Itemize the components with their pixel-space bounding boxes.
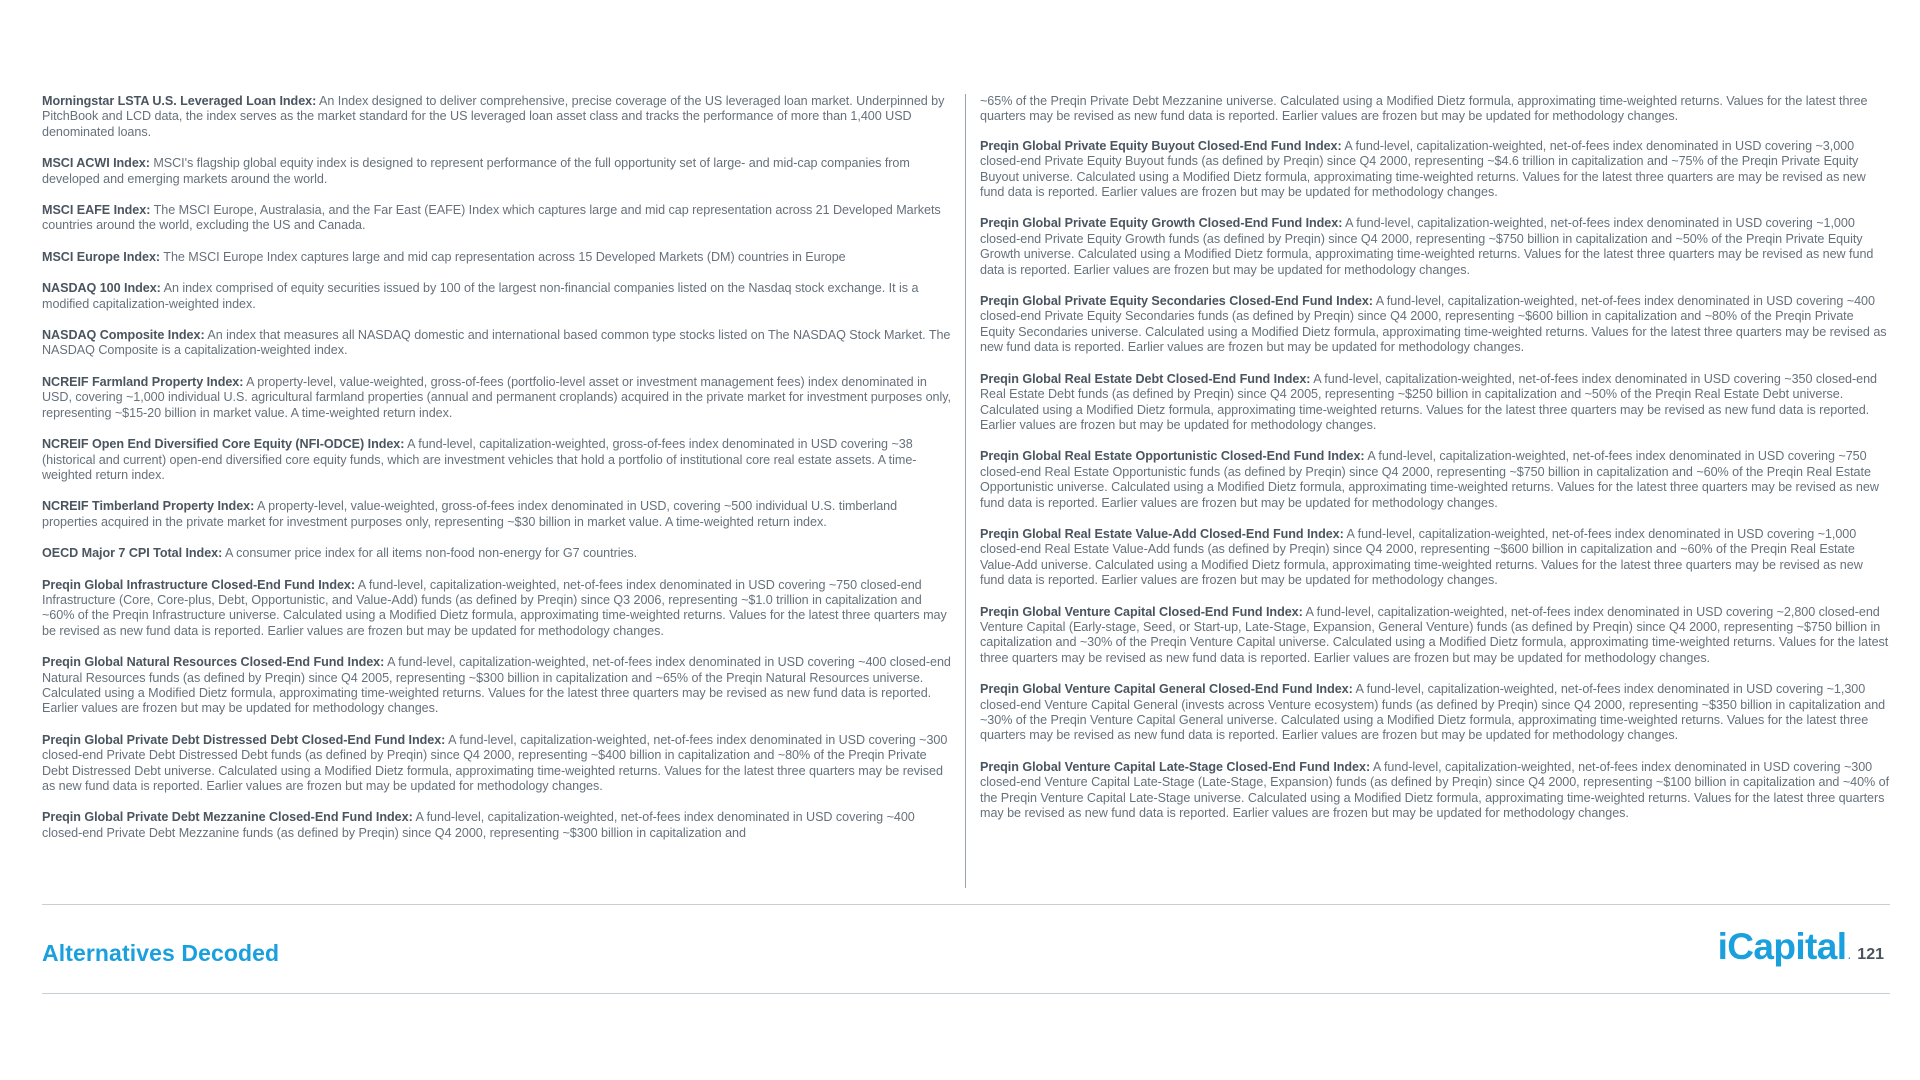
glossary-entry bbox=[42, 546, 952, 561]
glossary-entry bbox=[980, 372, 1890, 434]
glossary-entry bbox=[42, 375, 952, 421]
glossary-entry bbox=[42, 578, 952, 640]
glossary-definition: An index comprised of equity securities issued by 100 of the largest non-financial companies listed on the Nasdaq stock exchange. It is a modified capitalization-weighted index. bbox=[42, 281, 919, 311]
glossary-term: OECD Major 7 CPI Total Index: bbox=[42, 546, 223, 561]
glossary-term: NCREIF Timberland Property Index: bbox=[42, 499, 255, 514]
glossary-definition: An index that measures all NASDAQ domestic and international based common type stocks listed on The NASDAQ Stock Market. The NASDAQ Composite is a capitalization-weighted index. bbox=[42, 328, 951, 358]
page-number: 121 bbox=[1857, 946, 1884, 963]
glossary-entry bbox=[980, 760, 1890, 822]
glossary-entry bbox=[42, 655, 952, 717]
glossary-term: Preqin Global Venture Capital General Closed-End Fund Index: bbox=[980, 682, 1353, 697]
footer-title: Alternatives Decoded bbox=[42, 940, 280, 966]
logo-mark: . bbox=[1847, 946, 1852, 962]
glossary-entry bbox=[42, 94, 952, 140]
glossary-term: MSCI EAFE Index: bbox=[42, 203, 151, 218]
glossary-term: MSCI ACWI Index: bbox=[42, 156, 150, 171]
glossary-entry bbox=[42, 250, 952, 265]
glossary-definition: A fund-level, capitalization-weighted, net-of-fees index denominated in USD covering ~1,000 closed-end Private Equity Growth funds (as defined by Preqin) since Q4 2000, representing ~$750 billion in capitalization and ~50% of the Preqin Private Equity Growth universe. Calculated using a Modified Dietz formula, approximating time-weighted returns. Values for the latest three quarters may be revised as new fund data is reported. Earlier values are frozen but may be updated for methodology changes. bbox=[980, 216, 1874, 277]
glossary-term: NCREIF Farmland Property Index: bbox=[42, 374, 244, 389]
glossary-definition: A fund-level, capitalization-weighted, net-of-fees index denominated in USD covering ~400 closed-end Private Debt Mezzanine funds (as defined by Preqin) since Q4 2000, representing ~$300 billion in capitalization and bbox=[42, 810, 915, 840]
glossary-term: Preqin Global Infrastructure Closed-End Fund Index: bbox=[42, 577, 356, 592]
glossary-definition: An Index designed to deliver comprehensive, precise coverage of the US leveraged loan market. Underpinned by PitchBook and LCD data, the index serves as the market standard for the US leveraged loan asset class and tracks the performance of more than 1,400 USD denominated loans. bbox=[42, 94, 945, 139]
glossary-entry bbox=[42, 281, 952, 312]
icapital-logo: iCapital bbox=[1717, 926, 1847, 967]
glossary-definition: A fund-level, capitalization-weighted, net-of-fees index denominated in USD covering ~400 closed-end Private Equity Secondaries funds (as defined by Preqin) since Q4 2000, representing ~$600 billion in capitalization and ~80% of the Preqin Private Equity Secondaries universe. Calculated using a Modified Dietz formula, approximating time-weighted returns. Values for the latest three quarters may be revised as new fund data is reported. Earlier values are frozen but may be updated for methodology changes. bbox=[980, 294, 1887, 355]
glossary-entry bbox=[42, 156, 952, 187]
glossary-entry bbox=[980, 294, 1890, 356]
glossary-definition: A fund-level, capitalization-weighted, net-of-fees index denominated in USD covering ~300 closed-end Private Debt Distressed Debt funds (as defined by Preqin) since Q4 2000, representing ~$400 billion in capitalization and ~80% of the Preqin Private Debt Distressed Debt universe. Calculated using a Modified Dietz formula, approximating time-weighted returns. Values for the latest three quarters may be revised as new fund data is reported. Earlier values are frozen but may be updated for methodology changes. bbox=[42, 732, 948, 793]
continuation-definition: ~65% of the Preqin Private Debt Mezzanine universe. Calculated using a Modified Dietz formula, approximating time-weighted returns. Values for the latest three quarters may be revised as new fund data is reported. Earlier values are frozen but may be updated for methodology changes. bbox=[980, 94, 1868, 124]
glossary-definition: A fund-level, capitalization-weighted, gross-of-fees index denominated in USD covering ~38 (historical and current) open-end diversified core equity funds, which are investment vehicles that hold a portfolio of institutional core real estate assets. A time-weighted return index. bbox=[42, 437, 917, 482]
footer-top-rule bbox=[42, 904, 1890, 905]
glossary-entry bbox=[42, 328, 952, 359]
glossary-entry bbox=[980, 139, 1890, 201]
glossary-entry bbox=[980, 449, 1890, 511]
glossary-continuation-text bbox=[980, 94, 1890, 125]
glossary-definition: A fund-level, capitalization-weighted, net-of-fees index denominated in USD covering ~2,800 closed-end Venture Capital (Early-stage, Seed, or Start-up, Late-Stage, Expansion, General Venture) funds (as defined by Preqin) since Q4 2000, representing ~$750 billion in capitalization and ~30% of the Preqin Venture Capital universe. Calculated using a Modified Dietz formula, approximating time-weighted returns. Values for the latest three quarters may be revised as new fund data is reported. Earlier values are frozen but may be updated for methodology changes. bbox=[980, 604, 1889, 665]
glossary-term: Preqin Global Natural Resources Closed-End Fund Index: bbox=[42, 655, 385, 670]
glossary-term: Preqin Global Venture Capital Closed-End Fund Index: bbox=[980, 604, 1303, 619]
glossary-definition: A property-level, value-weighted, gross-of-fees (portfolio-level asset or investment management fees) index denominated in USD, covering ~1,000 individual U.S. agricultural farmland properties (annual and permanent croplands) acquired in the private market for investment purposes only, representing ~$15-20 billion in market value. A time-weighted return index. bbox=[42, 374, 951, 420]
glossary-term: Preqin Global Private Debt Mezzanine Closed-End Fund Index: bbox=[42, 810, 413, 825]
glossary-term: Preqin Global Real Estate Debt Closed-End Fund Index: bbox=[980, 371, 1311, 386]
glossary-definition: A fund-level, capitalization-weighted, net-of-fees index denominated in USD covering ~350 closed-end Real Estate Debt funds (as defined by Preqin) since Q4 2005, representing ~$250 billion in capitalization and ~50% of the Preqin Real Estate Debt universe. Calculated using a Modified Dietz formula, approximating time-weighted returns. Values for the latest three quarters may be revised as new fund data is reported. Earlier values are frozen but may be updated for methodology changes. bbox=[980, 371, 1878, 432]
footer-bottom-rule bbox=[42, 993, 1890, 994]
glossary-term: Preqin Global Private Equity Secondaries Closed-End Fund Index: bbox=[980, 294, 1373, 309]
glossary-entry bbox=[42, 810, 952, 841]
column-divider bbox=[965, 94, 966, 888]
glossary-definition: A fund-level, capitalization-weighted, net-of-fees index denominated in USD covering ~750 closed-end Infrastructure (Core, Core-plus, Debt, Opportunistic, and Value-Add) funds (as defined by Preqin) since Q3 2006, representing ~$1.0 trillion in capitalization and ~60% of the Preqin Infrastructure universe. Calculated using a Modified Dietz formula, approximating time-weighted returns. Values for the latest three quarters may be revised as new fund data is reported. Earlier values are frozen but may be updated for methodology changes. bbox=[42, 577, 947, 638]
glossary-term: NASDAQ Composite Index: bbox=[42, 328, 205, 343]
glossary-right-column bbox=[980, 94, 1890, 837]
glossary-term: Preqin Global Private Debt Distressed Debt Closed-End Fund Index: bbox=[42, 732, 446, 747]
glossary-term: Preqin Global Private Equity Buyout Closed-End Fund Index: bbox=[980, 138, 1342, 153]
glossary-definition: A property-level, value-weighted, gross-of-fees index denominated in USD, covering ~500 individual U.S. timberland properties acquired in the private market for investment purposes only, representing ~$30 billion in market value. A time-weighted return index. bbox=[42, 499, 898, 529]
glossary-entry bbox=[980, 527, 1890, 589]
glossary-term: Preqin Global Real Estate Opportunistic Closed-End Fund Index: bbox=[980, 449, 1365, 464]
glossary-term: NCREIF Open End Diversified Core Equity (NFI-ODCE) Index: bbox=[42, 437, 405, 452]
glossary-entry bbox=[42, 733, 952, 795]
glossary-definition: A fund-level, capitalization-weighted, net-of-fees index denominated in USD covering ~3,000 closed-end Private Equity Buyout funds (as defined by Preqin) since Q4 2000, representing ~$4.6 trillion in capitalization and ~75% of the Preqin Private Equity Buyout universe. Calculated using a Modified Dietz formula, approximating time-weighted returns. Values for the latest three quarters are may be revised as new fund data is reported. Earlier values are frozen but may be updated for methodology changes. bbox=[980, 138, 1866, 200]
glossary-definition: A fund-level, capitalization-weighted, net-of-fees index denominated in USD covering ~750 closed-end Real Estate Opportunistic funds (as defined by Preqin) since Q4 2000, representing ~$750 billion in capitalization and ~60% of the Preqin Real Estate Opportunistic universe. Calculated using a Modified Dietz formula, approximating time-weighted returns. Values for the latest three quarters may be revised as new fund data is reported. Earlier values are frozen but may be updated for methodology changes. bbox=[980, 449, 1879, 510]
glossary-definition: The MSCI Europe Index captures large and mid cap representation across 15 Developed Markets (DM) countries in Europe bbox=[163, 249, 846, 264]
glossary-term: Preqin Global Private Equity Growth Closed-End Fund Index: bbox=[980, 216, 1343, 231]
glossary-definition: The MSCI Europe, Australasia, and the Far East (EAFE) Index which captures large and mid cap representation across 21 Developed Markets countries around the world, excluding the US and Canada. bbox=[42, 203, 941, 233]
glossary-left-column bbox=[42, 94, 952, 857]
glossary-term: Preqin Global Real Estate Value-Add Closed-End Fund Index: bbox=[980, 526, 1344, 541]
glossary-entry bbox=[980, 216, 1890, 278]
glossary-term: Morningstar LSTA U.S. Leveraged Loan Index: bbox=[42, 94, 317, 108]
glossary-entry bbox=[980, 605, 1890, 667]
glossary-definition: MSCI's flagship global equity index is designed to represent performance of the full opportunity set of large- and mid-cap companies from developed and emerging markets around the world. bbox=[42, 156, 910, 186]
glossary-entry bbox=[980, 682, 1890, 744]
glossary-definition: A consumer price index for all items non-food non-energy for G7 countries. bbox=[225, 546, 638, 561]
brand-block bbox=[1718, 926, 1884, 968]
glossary-term: NASDAQ 100 Index: bbox=[42, 281, 161, 296]
glossary-definition: A fund-level, capitalization-weighted, net-of-fees index denominated in USD covering ~300 closed-end Venture Capital Late-Stage (Late-Stage, Expansion) funds (as defined by Preqin) since Q4 2000, representing ~$100 billion in capitalization and ~40% of the Preqin Venture Capital Late-Stage universe. Calculated using a Modified Dietz formula, approximating time-weighted returns. Values for the latest three quarters may be revised as new fund data is reported. Earlier values are frozen but may be updated for methodology changes. bbox=[980, 759, 1890, 821]
glossary-definition: A fund-level, capitalization-weighted, net-of-fees index denominated in USD covering ~1,000 closed-end Real Estate Value-Add funds (as defined by Preqin) since Q4 2000, representing ~$600 billion in capitalization and ~60% of the Preqin Real Estate Value-Add universe. Calculated using a Modified Dietz formula, approximating time-weighted returns. Values for the latest three quarters may be revised as new fund data is reported. Earlier values are frozen but may be updated for methodology changes. bbox=[980, 526, 1863, 588]
glossary-definition: A fund-level, capitalization-weighted, net-of-fees index denominated in USD covering ~1,300 closed-end Venture Capital General (invests across Venture ecosystem) funds (as defined by Preqin) since Q4 2000, representing ~$350 billion in capitalization and ~30% of the Preqin Venture Capital General universe. Calculated using a Modified Dietz formula, approximating time-weighted returns. Values for the latest three quarters may be revised as new fund data is reported. Earlier values are frozen but may be updated for methodology changes. bbox=[980, 682, 1886, 743]
glossary-entry bbox=[42, 437, 952, 483]
glossary-entry bbox=[42, 499, 952, 530]
glossary-entry bbox=[42, 203, 952, 234]
glossary-term: MSCI Europe Index: bbox=[42, 249, 161, 264]
glossary-definition: A fund-level, capitalization-weighted, net-of-fees index denominated in USD covering ~400 closed-end Natural Resources funds (as defined by Preqin) since Q4 2005, representing ~$300 billion in capitalization and ~65% of the Preqin Natural Resources universe. Calculated using a Modified Dietz formula, approximating time-weighted returns. Values for the latest three quarters may be revised as new fund data is reported. Earlier values are frozen but may be updated for methodology changes. bbox=[42, 655, 951, 716]
glossary-term: Preqin Global Venture Capital Late-Stage Closed-End Fund Index: bbox=[980, 759, 1371, 774]
